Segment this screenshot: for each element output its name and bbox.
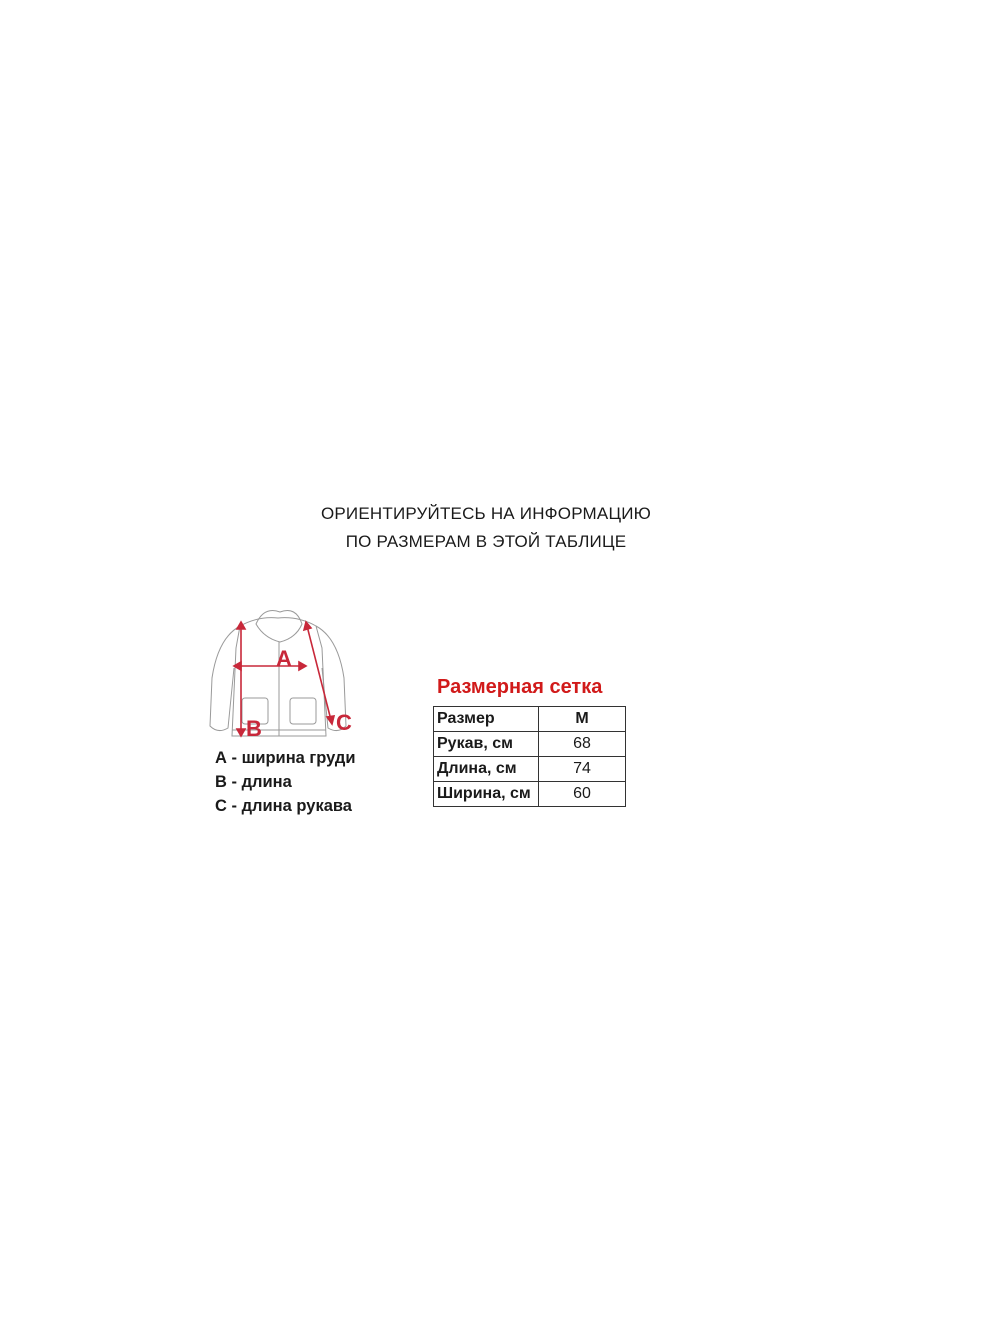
heading-line-1: ОРИЕНТИРУЙТЕСЬ НА ИНФОРМАЦИЮ [320,504,652,523]
legend-item-b: В - длина [215,773,292,791]
table-row [434,782,626,807]
size-chart-table [433,706,626,807]
size-chart-title: Размерная сетка [437,676,603,698]
label-b: B [246,716,262,741]
row-label-size: Размер [434,707,539,732]
table-row [434,757,626,782]
row-label-width: Ширина, см [434,782,539,807]
row-value-length: 74 [539,757,626,782]
legend-item-a: А - ширина груди [215,749,356,767]
table-row [434,732,626,757]
row-value-width: 60 [539,782,626,807]
row-label-sleeve: Рукав, см [434,732,539,757]
measurement-legend [215,746,356,818]
row-value-size: M [539,707,626,732]
row-value-sleeve: 68 [539,732,626,757]
heading-line-2: ПО РАЗМЕРАМ В ЭТОЙ ТАБЛИЦЕ [345,532,627,551]
legend-item-c: С - длина рукава [215,797,352,815]
table-row [434,707,626,732]
info-heading [0,500,1000,556]
label-a: A [276,646,292,671]
jacket-measurement-diagram [198,608,368,748]
row-label-length: Длина, см [434,757,539,782]
label-c: C [336,710,352,735]
